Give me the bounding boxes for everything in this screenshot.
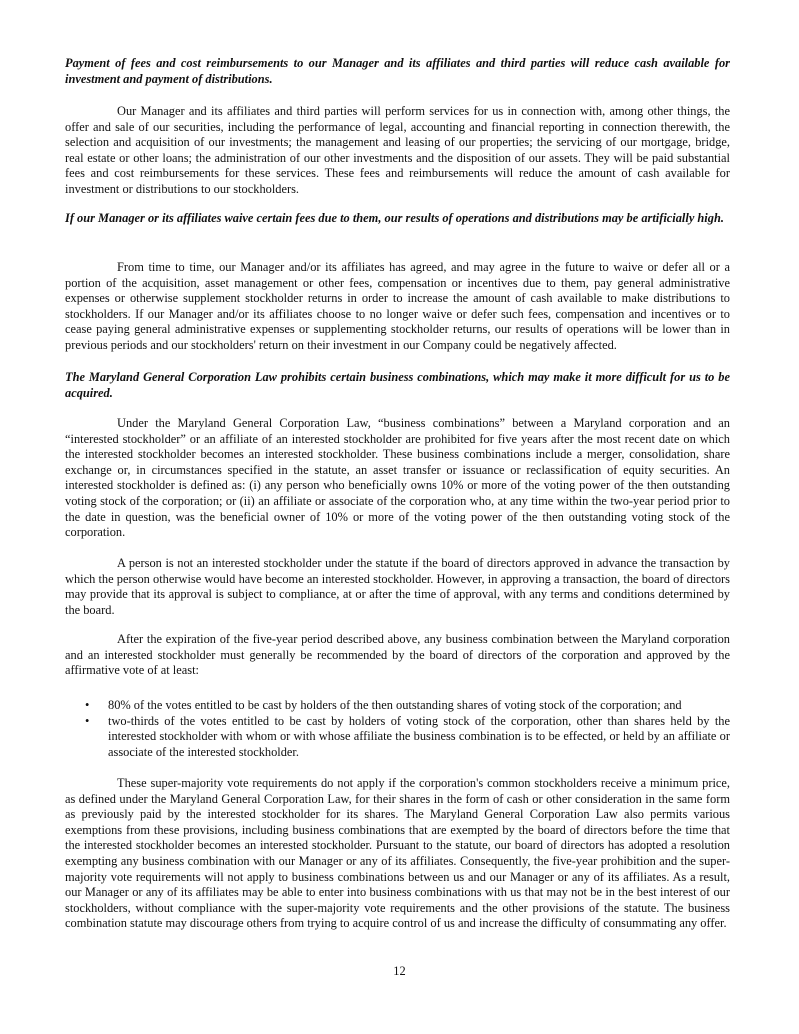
paragraph-waive-fees: From time to time, our Manager and/or its affiliates has agreed, and may agree in the future to waive or defer all or a portion of the acquisition, asset management or other fees, compensation or incentives due to them, pay general administrative expenses or otherwise supplement stockholder returns in order to increase the amount of cash available to make distributions to stockholders. If our Manager and/or its affiliates choose to no longer waive or defer such fees, compensation and incentives or to cease paying general administrative expenses or supplementing stockholder returns, our results of operations will be lower than in previous periods and our stockholders' return on their investment in our Company could be negatively affected.: [65, 260, 730, 352]
bullet-icon: •: [85, 698, 90, 712]
list-item-text: two-thirds of the votes entitled to be cast by holders of voting stock of the corporation, other than shares held by the interested stockholder with whom or with whose affiliate the business combination is to be effected, or held by an affiliate or associate of the interested stockholder.: [108, 713, 730, 759]
bullet-icon: •: [85, 713, 90, 728]
list-item: [65, 714, 730, 761]
list-item: [65, 698, 730, 714]
paragraph-fees: Our Manager and its affiliates and third parties will perform services for us in connection with, among other things, the offer and sale of our securities, including the performance of legal, accounting and financial reporting in connection therewith, the selection and acquisition of our investments; the management and leasing of our properties; the servicing of our mortgage, bridge, real estate or other loans; the administration of our other investments and the disposition of our assets. They will be paid substantial fees and cost reimbursements for these services. These fees and reimbursements will reduce the amount of cash available for investment or distributions to our stockholders.: [65, 104, 730, 196]
paragraph-business-combinations: Under the Maryland General Corporation Law, “business combinations” between a Maryland corporation and an “interested stockholder” or an affiliate of an interested stockholder are prohibited for five years after the most recent date on which the interested stockholder becomes an interested stockholder. These business combinations include a merger, consolidation, share exchange or, in circumstances specified in the statute, an asset transfer or issuance or reclassification of equity securities. An interested stockholder is defined as: (i) any person who beneficially owns 10% or more of the voting power of the then outstanding voting stock of the corporation; or (ii) an affiliate or associate of the corporation who, at any time within the two-year period prior to the date in question, was the beneficial owner of 10% or more of the voting power of the then outstanding voting stock of the corporation.: [65, 416, 730, 540]
page-number: 12: [393, 964, 406, 978]
section-heading-fees: Payment of fees and cost reimbursements to our Manager and its affiliates and third parties will reduce cash available for investment and payment of distributions.: [65, 56, 730, 86]
paragraph-five-year-period: After the expiration of the five-year period described above, any business combination between the Maryland corporation and an interested stockholder must generally be recommended by the board of directors of the corporation and approved by the affirmative vote of at least:: [65, 632, 730, 678]
paragraph-super-majority: These super-majority vote requirements do not apply if the corporation's common stockholders receive a minimum price, as defined under the Maryland General Corporation Law, for their shares in the form of cash or other consideration in the same form as previously paid by the interested stockholder for its shares. The Maryland General Corporation Law also permits various exemptions from these provisions, including business combinations that are exempted by the board of directors before the time that the interested stockholder becomes an interested stockholder. Pursuant to the statute, our board of directors has adopted a resolution exempting any business combination with our Manager or any of its affiliates. Consequently, the five-year prohibition and the super-majority vote requirements will not apply to business combinations between us and our Manager or any of its affiliates. As a result, our Manager or any of its affiliates may be able to enter into business combinations with us that may not be in the best interest of our stockholders, without compliance with the super-majority vote requirements and the other provisions of the statute. The business combination statute may discourage others from trying to acquire control of us and increase the difficulty of consummating any offer.: [65, 776, 730, 931]
section-heading-maryland-law: The Maryland General Corporation Law prohibits certain business combinations, which may make it more difficult for us to be acquired.: [65, 370, 730, 400]
list-item-text: 80% of the votes entitled to be cast by holders of the then outstanding shares of voting stock of the corporation; and: [108, 698, 682, 712]
paragraph-interested-stockholder: A person is not an interested stockholder under the statute if the board of directors approved in advance the transaction by which the person otherwise would have become an interested stockholder. However, in approving a transaction, the board of directors may provide that its approval is subject to compliance, at or after the time of approval, with any terms and conditions determined by the board.: [65, 556, 730, 617]
section-heading-waive-fees: If our Manager or its affiliates waive certain fees due to them, our results of operations and distributions may be artificially high.: [65, 211, 724, 225]
vote-requirements-list: [65, 698, 730, 760]
